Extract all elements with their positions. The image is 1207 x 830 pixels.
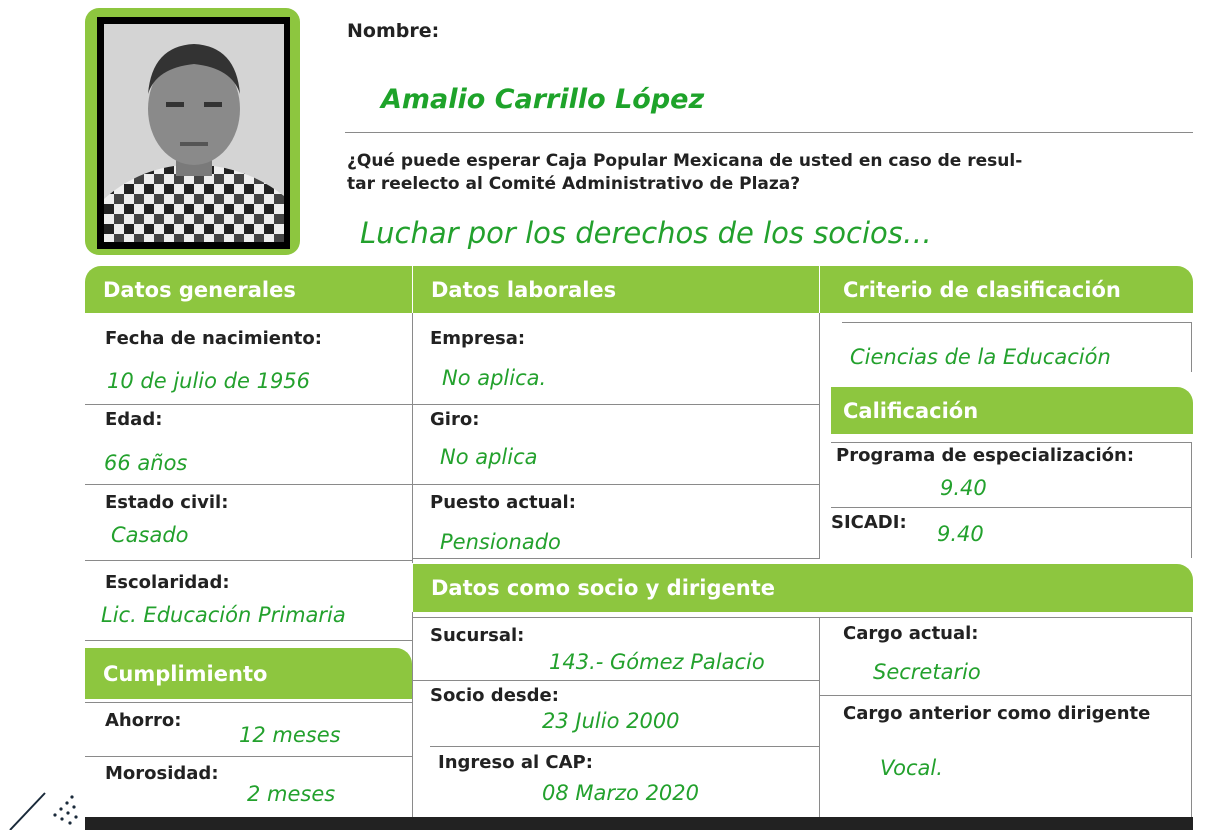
divider [412,680,819,681]
divider [1191,442,1192,558]
cargo-actual-value: Secretario [873,660,981,684]
empresa-value: No aplica. [442,366,547,390]
datos-generales-header [85,266,412,313]
divider [85,756,412,757]
cumplimiento-header [85,648,412,699]
divider [85,560,412,561]
question-line-1: ¿Qué puede esperar Caja Popular Mexicana de usted en caso de resul- [347,151,1023,171]
estado-civil-value: Casado [111,523,189,547]
calificacion-title: Calificación [843,398,979,423]
fecha-nacimiento-value: 10 de julio de 1956 [107,369,311,393]
name-value: Amalio Carrillo López [381,84,705,115]
divider [85,640,412,641]
socio-desde-value: 23 Julio 2000 [542,709,680,733]
giro-label: Giro: [430,409,480,430]
datos-laborales-title: Datos laborales [431,277,617,302]
programa-label: Programa de especialización: [836,445,1135,466]
divider [412,612,413,818]
divider [1191,617,1192,818]
puesto-label: Puesto actual: [430,492,576,513]
calificacion-header [831,387,1193,434]
cargo-actual-label: Cargo actual: [843,623,979,644]
sicadi-label: SICADI: [831,512,907,533]
divider [1191,322,1192,372]
sucursal-value: 143.- Gómez Palacio [549,650,765,674]
puesto-value: Pensionado [440,530,561,554]
divider [412,313,413,563]
cumplimiento-title: Cumplimiento [103,661,268,686]
divider [831,442,1192,443]
edad-label: Edad: [105,409,163,430]
datos-generales-title: Datos generales [103,277,296,302]
divider [412,558,819,559]
criterio-value: Ciencias de la Educación [850,345,1111,369]
estado-civil-label: Estado civil: [105,492,229,513]
divider [85,404,412,405]
corner-decoration-icon [0,775,80,830]
socio-title: Datos como socio y dirigente [431,576,775,600]
divider [819,617,820,818]
socio-desde-label: Socio desde: [430,685,559,706]
fecha-nacimiento-label: Fecha de nacimiento: [105,328,322,349]
sucursal-label: Sucursal: [430,625,525,646]
divider [412,404,819,405]
divider [430,746,819,747]
divider [819,313,820,559]
giro-value: No aplica [440,445,538,469]
sicadi-value: 9.40 [937,522,984,546]
divider [842,322,1192,323]
morosidad-value: 2 meses [247,782,336,806]
divider [85,702,412,703]
socio-header [413,564,1193,612]
ahorro-value: 12 meses [239,723,341,747]
programa-value: 9.40 [940,476,987,500]
divider [831,507,1192,508]
datos-laborales-header [413,266,819,313]
name-label: Nombre: [347,20,440,42]
criterio-header [820,266,1193,313]
footer-bar [85,817,1193,830]
divider [819,695,1192,696]
divider [85,484,412,485]
candidate-photo [104,24,284,242]
answer-text: Luchar por los derechos de los socios… [360,216,932,250]
portrait-icon [104,24,284,242]
escolaridad-value: Lic. Educación Primaria [101,603,346,627]
question-line-2: tar reelecto al Comité Administrativo de Plaza? [347,174,801,194]
escolaridad-label: Escolaridad: [105,572,230,593]
ingreso-cap-label: Ingreso al CAP: [438,752,593,773]
divider [412,484,819,485]
name-divider [345,132,1193,133]
morosidad-label: Morosidad: [105,763,219,784]
criterio-title: Criterio de clasificación [843,277,1121,302]
cargo-anterior-label: Cargo anterior como dirigente [843,703,1151,724]
cargo-anterior-value: Vocal. [880,756,943,780]
empresa-label: Empresa: [430,328,526,349]
ahorro-label: Ahorro: [105,710,182,731]
edad-value: 66 años [104,451,188,475]
ingreso-cap-value: 08 Marzo 2020 [542,781,700,805]
divider [412,617,1192,618]
